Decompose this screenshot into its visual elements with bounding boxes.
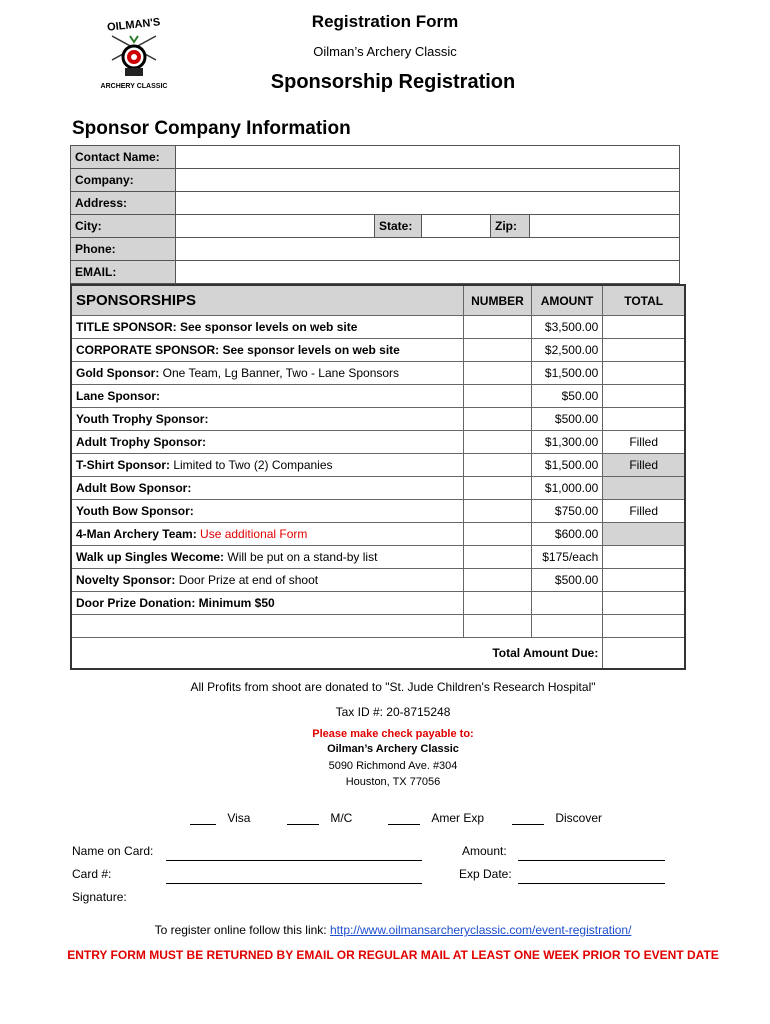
- sponsorship-note: Limited to Two (2) Companies: [170, 458, 333, 472]
- sponsorship-note: One Team, Lg Banner, Two - Lane Sponsors: [159, 366, 400, 380]
- visa-option[interactable]: [190, 810, 250, 825]
- event-name: Oilman’s Archery Classic: [313, 44, 457, 59]
- amount-cell: $50.00: [531, 385, 603, 408]
- sponsorship-description: [71, 431, 464, 454]
- sponsorship-row: [71, 523, 685, 546]
- card-number-field[interactable]: [166, 882, 422, 884]
- number-field[interactable]: [464, 408, 532, 431]
- email-label: EMAIL:: [71, 261, 176, 284]
- sponsorship-description: [71, 523, 464, 546]
- sponsorship-name: Youth Bow Sponsor:: [76, 504, 194, 518]
- sponsorship-note: Door Prize at end of shoot: [175, 573, 319, 587]
- sponsorship-description: [71, 615, 464, 638]
- check-payable-note: Please make check payable to:: [312, 728, 474, 740]
- sponsorship-description: [71, 362, 464, 385]
- total-cell[interactable]: [603, 592, 685, 615]
- total-cell[interactable]: [603, 339, 685, 362]
- total-amount-due-field[interactable]: [603, 638, 685, 670]
- zip-label: Zip:: [491, 215, 530, 238]
- sponsorship-name: Gold Sponsor:: [76, 366, 160, 380]
- register-link[interactable]: http://www.oilmansarcheryclassic.com/event-registration/: [329, 923, 632, 937]
- amount-cell: $1,500.00: [531, 362, 603, 385]
- exp-date-field[interactable]: [518, 882, 665, 884]
- sponsorship-name: Youth Trophy Sponsor:: [76, 412, 209, 426]
- payee-name: Oilman’s Archery Classic: [327, 743, 459, 755]
- section-title: Sponsor Company Information: [72, 118, 351, 139]
- return-warning: ENTRY FORM MUST BE RETURNED BY EMAIL OR REGULAR MAIL AT LEAST ONE WEEK PRIOR TO EVENT DATE: [67, 948, 719, 962]
- visa-label: Visa: [227, 811, 251, 825]
- amex-option[interactable]: [388, 810, 484, 825]
- zip-field[interactable]: [530, 215, 680, 238]
- total-cell: Filled: [603, 454, 685, 477]
- number-field[interactable]: [464, 385, 532, 408]
- discover-option[interactable]: [512, 810, 602, 825]
- sponsorship-row: [71, 500, 685, 523]
- phone-label: Phone:: [71, 238, 176, 261]
- sponsorship-description: [71, 408, 464, 431]
- city-field[interactable]: [176, 215, 375, 238]
- sponsorship-row: [71, 316, 685, 339]
- mc-option[interactable]: [287, 810, 352, 825]
- sponsorship-description: [71, 569, 464, 592]
- number-field[interactable]: [464, 615, 532, 638]
- sponsorship-row: [71, 615, 685, 638]
- state-field[interactable]: [422, 215, 491, 238]
- logo-top-text: OILMAN'S: [106, 16, 161, 34]
- logo-bottom-text: ARCHERY CLASSIC: [100, 83, 168, 90]
- number-field[interactable]: [464, 477, 532, 500]
- amount-header: AMOUNT: [531, 285, 603, 316]
- tax-id: Tax ID #: 20-8715248: [335, 705, 451, 719]
- total-cell[interactable]: [603, 569, 685, 592]
- number-field[interactable]: [464, 454, 532, 477]
- number-field[interactable]: [464, 362, 532, 385]
- total-cell[interactable]: [603, 385, 685, 408]
- contact-name-field[interactable]: [176, 146, 680, 169]
- sponsorships-header: SPONSORSHIPS: [71, 285, 464, 316]
- exp-date-label: Exp Date:: [459, 867, 512, 881]
- amount-cell: $1,500.00: [531, 454, 603, 477]
- total-cell[interactable]: [603, 523, 685, 546]
- register-text: To register online follow this link:: [154, 923, 327, 937]
- name-on-card-label: Name on Card:: [72, 844, 154, 858]
- sponsorship-note: Will be put on a stand-by list: [224, 550, 378, 564]
- sponsorship-description: [71, 316, 464, 339]
- phone-field[interactable]: [176, 238, 680, 261]
- page-title: Sponsorship Registration: [270, 71, 516, 93]
- total-cell[interactable]: [603, 362, 685, 385]
- amount-cell: $1,000.00: [531, 477, 603, 500]
- total-cell[interactable]: [603, 408, 685, 431]
- sponsorship-name: Adult Trophy Sponsor:: [76, 435, 206, 449]
- contact-name-label: Contact Name:: [71, 146, 176, 169]
- sponsorship-row: [71, 339, 685, 362]
- amount-cell: [531, 615, 603, 638]
- form-title: Registration Form: [311, 12, 459, 31]
- contact-table: [70, 145, 680, 284]
- amount-cell: $3,500.00: [531, 316, 603, 339]
- payee-address-line2: Houston, TX 77056: [345, 776, 441, 788]
- amex-label: Amer Exp: [431, 811, 485, 825]
- sponsorship-description: [71, 500, 464, 523]
- number-field[interactable]: [464, 339, 532, 362]
- sponsorship-row: [71, 477, 685, 500]
- sponsorship-name: T-Shirt Sponsor:: [76, 458, 170, 472]
- number-header: NUMBER: [464, 285, 532, 316]
- total-header: TOTAL: [603, 285, 685, 316]
- sponsorship-description: [71, 385, 464, 408]
- sponsorship-name: TITLE SPONSOR: See sponsor levels on web site: [76, 320, 358, 334]
- state-label: State:: [375, 215, 422, 238]
- number-field[interactable]: [464, 569, 532, 592]
- number-field[interactable]: [464, 316, 532, 339]
- payee-address-line1: 5090 Richmond Ave. #304: [328, 760, 458, 772]
- address-field[interactable]: [176, 192, 680, 215]
- total-cell[interactable]: [603, 477, 685, 500]
- sponsorship-row: [71, 408, 685, 431]
- sponsorship-name: Door Prize Donation: Minimum $50: [76, 596, 275, 610]
- sponsorship-row: [71, 592, 685, 615]
- amount-label: Amount:: [462, 844, 507, 858]
- signature-label: Signature:: [72, 890, 127, 904]
- sponsorship-table: [70, 284, 686, 670]
- number-field[interactable]: [464, 592, 532, 615]
- sponsorship-name: Walk up Singles Wecome:: [76, 550, 225, 564]
- card-number-label: Card #:: [72, 867, 112, 881]
- total-cell[interactable]: [603, 615, 685, 638]
- amount-cell: $500.00: [531, 569, 603, 592]
- sponsorship-row: [71, 362, 685, 385]
- sponsorship-description: [71, 454, 464, 477]
- email-field[interactable]: [176, 261, 680, 284]
- sponsorship-row: [71, 454, 685, 477]
- register-online: [0, 923, 770, 937]
- sponsorship-row: [71, 569, 685, 592]
- sponsorship-description: [71, 546, 464, 569]
- number-field[interactable]: [464, 431, 532, 454]
- sponsorship-name: Lane Sponsor:: [76, 389, 161, 403]
- amount-field[interactable]: [518, 859, 665, 861]
- sponsorship-description: [71, 477, 464, 500]
- sponsorship-red-note: Use additional Form: [196, 527, 308, 541]
- amount-cell: $1,300.00: [531, 431, 603, 454]
- number-field[interactable]: [464, 523, 532, 546]
- sponsorship-name: Novelty Sponsor:: [76, 573, 176, 587]
- amount-cell: $750.00: [531, 500, 603, 523]
- sponsorship-name: Adult Bow Sponsor:: [76, 481, 192, 495]
- sponsorship-description: [71, 339, 464, 362]
- profits-note: All Profits from shoot are donated to "St. Jude Children's Research Hospital": [190, 680, 596, 694]
- total-cell: Filled: [603, 500, 685, 523]
- sponsorship-name: 4-Man Archery Team:: [76, 527, 197, 541]
- sponsorship-row: [71, 431, 685, 454]
- total-cell[interactable]: [603, 546, 685, 569]
- amount-cell: $600.00: [531, 523, 603, 546]
- discover-label: Discover: [555, 811, 603, 825]
- amount-cell: $175/each: [531, 546, 603, 569]
- total-cell[interactable]: [603, 316, 685, 339]
- total-cell: Filled: [603, 431, 685, 454]
- total-amount-due-label: Total Amount Due:: [71, 638, 603, 670]
- amount-cell: $2,500.00: [531, 339, 603, 362]
- company-label: Company:: [71, 169, 176, 192]
- number-field[interactable]: [464, 500, 532, 523]
- amount-cell: [531, 592, 603, 615]
- amount-cell: $500.00: [531, 408, 603, 431]
- sponsorship-row: [71, 546, 685, 569]
- mc-label: M/C: [330, 811, 353, 825]
- name-on-card-field[interactable]: [166, 859, 422, 861]
- number-field[interactable]: [464, 546, 532, 569]
- sponsorship-row: [71, 385, 685, 408]
- city-label: City:: [71, 215, 176, 238]
- company-field[interactable]: [176, 169, 680, 192]
- sponsorship-description: [71, 592, 464, 615]
- sponsorship-name: CORPORATE SPONSOR: See sponsor levels on web site: [76, 343, 400, 357]
- address-label: Address:: [71, 192, 176, 215]
